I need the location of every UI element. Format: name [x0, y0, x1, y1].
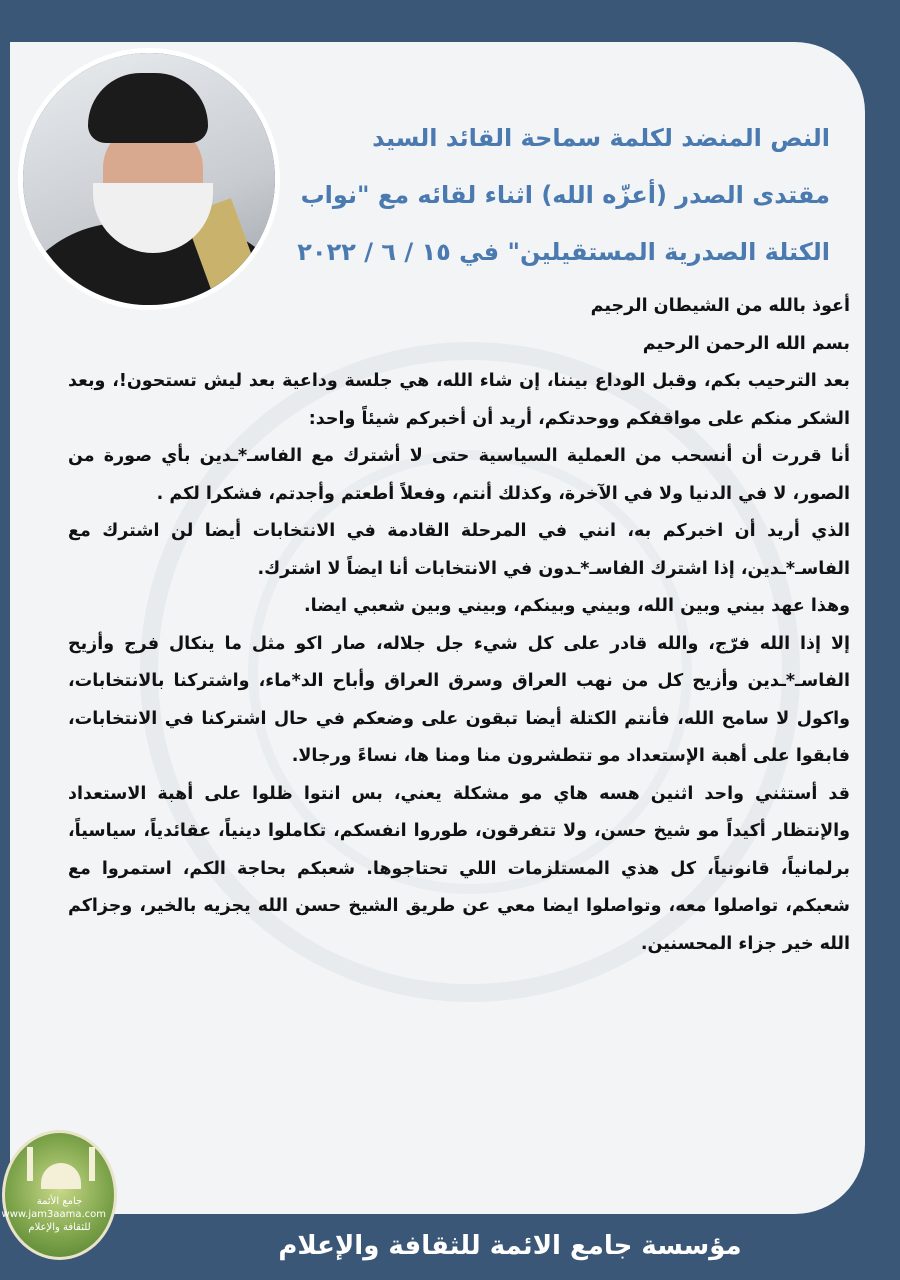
- speech-paragraph: الذي أريد أن اخبركم به، انني في المرحلة القادمة في الانتخابات أيضا لن اشترك مع الفاسـ*ـدين، إذا اشترك الفاسـ*ـدون في الانتخابات أنا ايضاً لا اشترك.: [68, 521, 850, 579]
- speech-paragraph: بسم الله الرحمن الرحيم: [642, 333, 850, 354]
- speaker-portrait: [18, 48, 280, 310]
- institution-logo: [2, 1130, 117, 1260]
- title-line: النص المنضد لكلمة سماحة القائد السيد: [372, 124, 830, 152]
- speech-paragraph: قد أستثني واحد اثنين هسه هاي مو مشكلة يعني، بس انتوا ظلوا على أهبة الاستعداد والإنتظار أكيداً مو شيخ حسن، ولا تتفرقون، طوروا انفسكم، تكاملوا دينياً، عقائدياً، سياسياً، برلمانياً، قانونياً، كل هذي المستلزمات اللي تحتاجوها. شعبكم بحاجة الكم، استمروا مع شعبكم، تواصلوا معه، وتواصلوا ايضا معي عن طريق الشيخ حسن الله يجزيه بالخير، وجزاكم الله خير جزاء المحسنين.: [68, 783, 850, 954]
- logo-text-line: جامع الأئمة: [36, 1196, 83, 1207]
- speech-paragraph: أنا قررت أن أنسحب من العملية السياسية حتى لا أشترك مع الفاسـ*ـدين بأي صورة من الصور، لا في الدنيا ولا في الآخرة، وكذلك أنتم، وفعلاً أطعتم وأجدتم، فشكرا لكم .: [68, 446, 850, 504]
- speech-text: [68, 288, 850, 963]
- document-title: [295, 110, 830, 281]
- speech-paragraph: أعوذ بالله من الشيطان الرجيم: [590, 296, 850, 316]
- title-line: مقتدى الصدر (أعزّه الله) اثناء لقائه مع "نواب: [300, 181, 830, 209]
- logo-text-line: للثقافة والإعلام: [28, 1222, 91, 1233]
- logo-text-line: www.jam3aama.com: [1, 1209, 106, 1220]
- document-card: [10, 42, 865, 1214]
- speech-paragraph: إلا إذا الله فرّج، والله قادر على كل شيء جل جلاله، صار اكو مثل ما ينكال فرج وأزيح الفاسـ*ـدين وأزيح كل من نهب العراق وسرق العراق وأباح الد*ماء، واشتركنا بالانتخابات، واكول لا سامح الله، فأنتم الكتلة أيضا تبقون على وضعكم في حال اشتركنا في الانتخابات، فابقوا على أهبة الإستعداد مو تتطشرون منا ومنا ها، نساءً ورجالا.: [68, 633, 850, 766]
- speech-paragraph: وهذا عهد بيني وبين الله، وبيني وبينكم، وبيني وبين شعبي ايضا.: [303, 596, 850, 616]
- speech-paragraph: بعد الترحيب بكم، وقبل الوداع بيننا، إن شاء الله، هي جلسة وداعية بعد ليش تستحون!، وبعد الشكر منكم على مواقفكم ووحدتكم، أريد أن أخبركم شيئاً واحد:: [68, 371, 850, 429]
- footer-institution-name: مؤسسة جامع الائمة للثقافة والإعلام: [278, 1231, 742, 1261]
- title-line: الكتلة الصدرية المستقيلين" في ١٥ / ٦ / ٢٠٢٢: [297, 238, 830, 266]
